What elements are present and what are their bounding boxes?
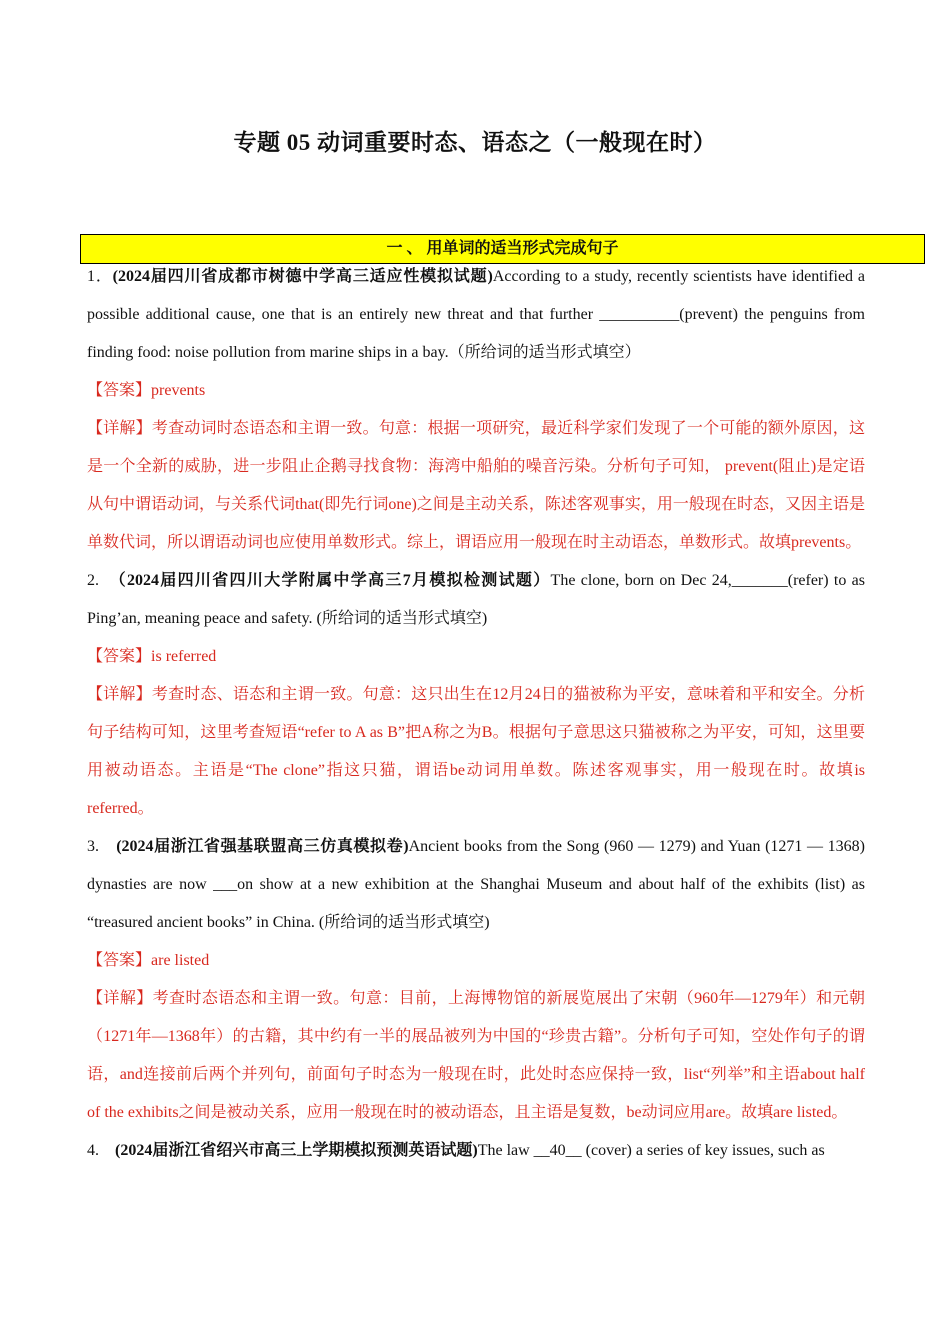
answer-label: 【答案】 xyxy=(87,648,152,665)
question-stem xyxy=(87,562,865,638)
question-number: 3. xyxy=(87,838,117,855)
question-text: According to a study, recently scientists have identified a possible additional cause, one that is an entirely new threat and that further __________(prevent) the penguins from finding food: noise pollution from marine ships in a bay.（所给词的适当形式填空） xyxy=(87,268,865,361)
explanation-label: 【详解】 xyxy=(87,686,152,703)
answer-text: prevents xyxy=(151,382,206,399)
explanation xyxy=(87,980,865,1132)
answer xyxy=(87,638,865,676)
question-1 xyxy=(87,258,865,562)
question-text: Ancient books from the Song (960 — 1279) and Yuan (1271 — 1368) dynasties are now ___on show at a new exhibition at the Shanghai Museum and about half of the exhibits (list) as “treasured ancient books” in China. (所给词的适当形式填空) xyxy=(87,838,865,931)
question-source: (2024届浙江省强基联盟高三仿真模拟卷) xyxy=(116,838,409,855)
page-title: 专题 05 动词重要时态、语态之（一般现在时） xyxy=(233,130,717,155)
explanation-label: 【详解】 xyxy=(87,420,152,437)
question-4 xyxy=(87,1132,865,1170)
explanation-text: 考查动词时态语态和主谓一致。句意：根据一项研究，最近科学家们发现了一个可能的额外原因，这是一个全新的威胁，进一步阻止企鹅寻找食物：海湾中船舶的噪音污染。分析句子可知， prevent(阻止)是定语从句中谓语动词，与关系代词that(即先行词one)之间是主动关系，陈述客观事实，用一般现在时态，又因主语是单数代词，所以谓语动词也应使用单数形式。综上，谓语应用一般现在时主动语态，单数形式。故填prevents。 xyxy=(87,420,865,551)
section-heading: 一 、 用单词的适当形式完成句子 xyxy=(80,234,925,264)
answer-label: 【答案】 xyxy=(87,952,152,969)
question-stem xyxy=(87,828,865,942)
question-source: （2024届四川省四川大学附属中学高三7月模拟检测试题） xyxy=(117,572,551,589)
question-stem xyxy=(87,258,865,372)
explanation-label: 【详解】 xyxy=(87,990,153,1007)
explanation xyxy=(87,676,865,828)
question-list xyxy=(87,258,865,1170)
question-number: 1． xyxy=(87,268,113,285)
question-source: (2024届浙江省绍兴市高三上学期模拟预测英语试题) xyxy=(115,1142,478,1159)
question-stem xyxy=(87,1132,865,1170)
explanation xyxy=(87,410,865,562)
answer-text: is referred xyxy=(151,648,217,665)
question-2 xyxy=(87,562,865,828)
answer xyxy=(87,372,865,410)
explanation-text: 考查时态、语态和主谓一致。句意：这只出生在12月24日的猫被称为平安，意味着和平和安全。分析句子结构可知，这里考查短语“refer to A as B”把A称之为B。根据句子意思这只猫被称之为平安，可知，这里要用被动语态。主语是“The clone”指这只猫，谓语be动词用单数。陈述客观事实，用一般现在时。故填is referred。 xyxy=(87,686,865,817)
question-3 xyxy=(87,828,865,1132)
question-text: The law __40__ (cover) a series of key issues, such as xyxy=(477,1142,825,1159)
answer xyxy=(87,942,865,980)
explanation-text: 考查时态语态和主谓一致。句意：目前，上海博物馆的新展览展出了宋朝（960年—1279年）和元朝（1271年—1368年）的古籍，其中约有一半的展品被列为中国的“珍贵古籍”。分析句子可知，空处作句子的谓语，and连接前后两个并列句，前面句子时态为一般现在时，此处时态应保持一致，list“列举”和主语about half of the exhibits之间是被动关系，应用一般现在时的被动语态，且主语是复数，be动词应用are。故填are listed。 xyxy=(87,990,865,1121)
question-source: (2024届四川省成都市树德中学高三适应性模拟试题) xyxy=(112,268,493,285)
question-number: 4. xyxy=(87,1142,116,1159)
answer-text: are listed xyxy=(151,952,210,969)
question-number: 2. xyxy=(87,572,118,589)
answer-label: 【答案】 xyxy=(87,382,152,399)
question-text: The clone, born on Dec 24,_______(refer) to as Ping’an, meaning peace and safety. (所给词的适当形式填空) xyxy=(87,572,865,627)
